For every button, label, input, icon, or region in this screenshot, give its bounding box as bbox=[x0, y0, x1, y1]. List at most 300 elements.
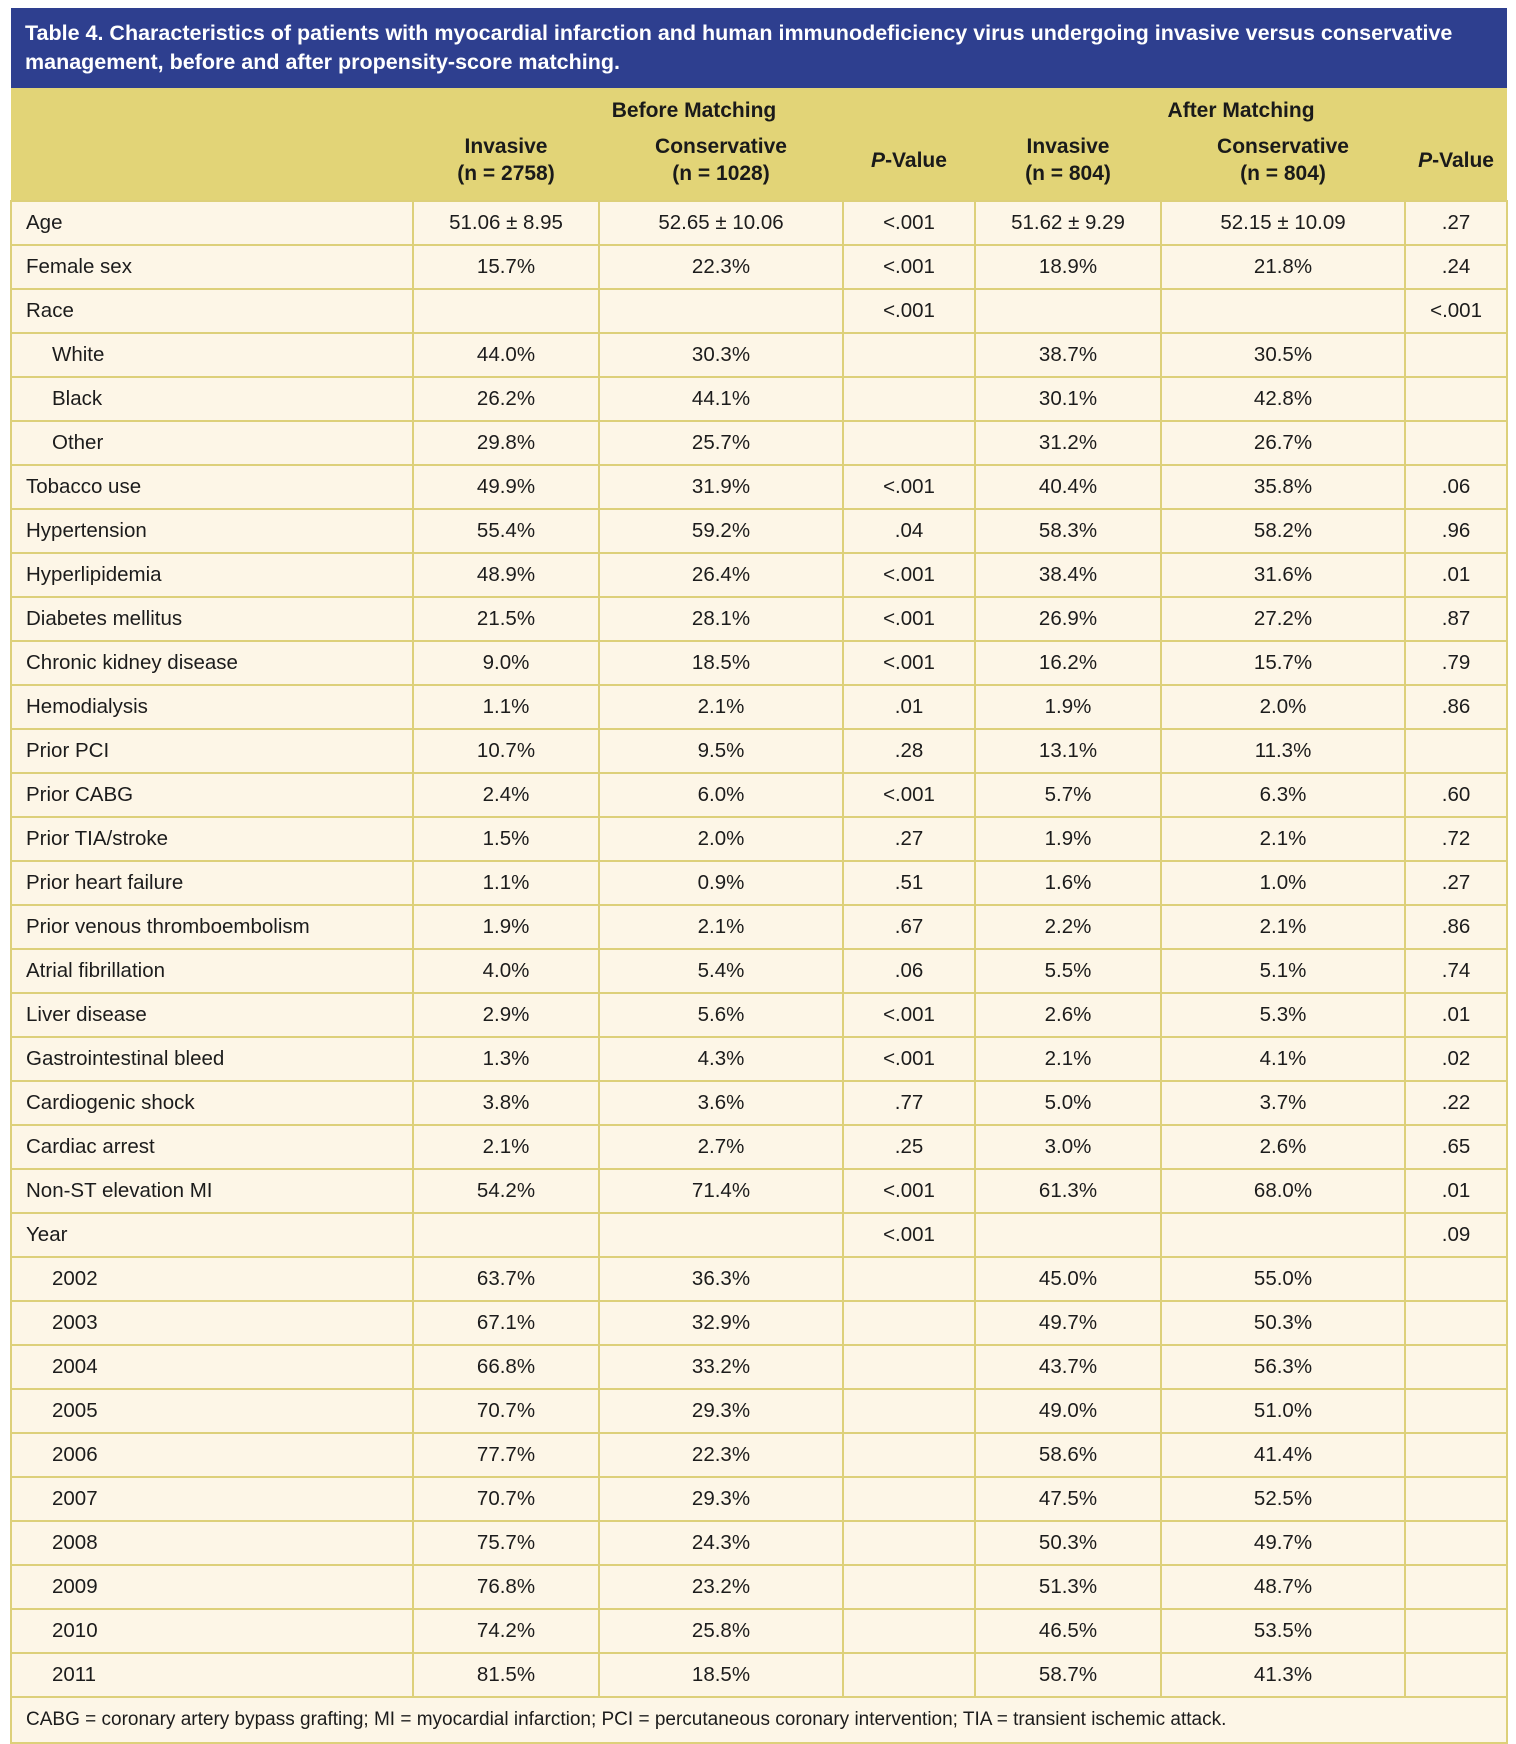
row-label: 2009 bbox=[11, 1565, 413, 1609]
table-cell: 59.2% bbox=[599, 509, 843, 553]
table-cell: 45.0% bbox=[975, 1257, 1161, 1301]
table-cell: 13.1% bbox=[975, 729, 1161, 773]
column-header-after-pvalue-italic: P bbox=[1418, 148, 1433, 172]
table-cell: 2.1% bbox=[1161, 817, 1405, 861]
column-header-after-conservative bbox=[1161, 129, 1405, 201]
table-cell: 1.5% bbox=[413, 817, 599, 861]
table-cell: 6.0% bbox=[599, 773, 843, 817]
table-cell: 70.7% bbox=[413, 1389, 599, 1433]
table-cell: .79 bbox=[1405, 641, 1507, 685]
table-footnote: CABG = coronary artery bypass grafting; MI = myocardial infarction; PCI = percutaneous coronary intervention; TIA = transient ischemic attack. bbox=[11, 1697, 1507, 1743]
table-cell: 48.9% bbox=[413, 553, 599, 597]
table-cell: .01 bbox=[1405, 553, 1507, 597]
table-row bbox=[11, 1037, 1507, 1081]
table-cell: 81.5% bbox=[413, 1653, 599, 1697]
table-cell: 5.4% bbox=[599, 949, 843, 993]
row-label: Hemodialysis bbox=[11, 685, 413, 729]
row-label: 2007 bbox=[11, 1477, 413, 1521]
table-cell: 16.2% bbox=[975, 641, 1161, 685]
table-cell: 25.8% bbox=[599, 1609, 843, 1653]
table-cell bbox=[843, 1433, 975, 1477]
table-cell: 33.2% bbox=[599, 1345, 843, 1389]
column-header-before-pvalue bbox=[843, 129, 975, 201]
row-label: 2003 bbox=[11, 1301, 413, 1345]
column-header-before-invasive-n: (n = 2758) bbox=[457, 162, 555, 186]
table-row bbox=[11, 905, 1507, 949]
table-cell: 44.1% bbox=[599, 377, 843, 421]
table-cell: 1.1% bbox=[413, 861, 599, 905]
row-label: 2006 bbox=[11, 1433, 413, 1477]
table-row bbox=[11, 685, 1507, 729]
table-cell: 18.5% bbox=[599, 1653, 843, 1697]
row-label: 2008 bbox=[11, 1521, 413, 1565]
table-cell: 9.0% bbox=[413, 641, 599, 685]
table-cell: 51.3% bbox=[975, 1565, 1161, 1609]
table-cell bbox=[1405, 1521, 1507, 1565]
table-cell: .06 bbox=[1405, 465, 1507, 509]
table-cell: 44.0% bbox=[413, 333, 599, 377]
table-cell bbox=[413, 289, 599, 333]
table-cell: 26.4% bbox=[599, 553, 843, 597]
table-cell: 2.6% bbox=[1161, 1125, 1405, 1169]
table-cell: 18.9% bbox=[975, 245, 1161, 289]
row-label: Prior heart failure bbox=[11, 861, 413, 905]
table-cell bbox=[975, 1213, 1161, 1257]
table-cell: 0.9% bbox=[599, 861, 843, 905]
table-body bbox=[11, 201, 1507, 1697]
column-header-characteristic bbox=[11, 129, 413, 201]
table-cell bbox=[1405, 1477, 1507, 1521]
table-cell: 10.7% bbox=[413, 729, 599, 773]
table-cell: 49.0% bbox=[975, 1389, 1161, 1433]
table-cell: 30.5% bbox=[1161, 333, 1405, 377]
table-cell: 49.7% bbox=[1161, 1521, 1405, 1565]
table-cell: .67 bbox=[843, 905, 975, 949]
table-cell: 1.3% bbox=[413, 1037, 599, 1081]
table-cell: .04 bbox=[843, 509, 975, 553]
row-label: Cardiogenic shock bbox=[11, 1081, 413, 1125]
table-row bbox=[11, 553, 1507, 597]
table-cell: .06 bbox=[843, 949, 975, 993]
row-label: Atrial fibrillation bbox=[11, 949, 413, 993]
table-cell bbox=[1405, 421, 1507, 465]
table-cell: 29.3% bbox=[599, 1389, 843, 1433]
table-cell: <.001 bbox=[843, 773, 975, 817]
table-cell: 2.1% bbox=[1161, 905, 1405, 949]
table-cell: .25 bbox=[843, 1125, 975, 1169]
table-row bbox=[11, 1345, 1507, 1389]
table-title-row bbox=[11, 8, 1507, 88]
table-cell: 3.8% bbox=[413, 1081, 599, 1125]
table-cell: 2.9% bbox=[413, 993, 599, 1037]
table-cell: 21.5% bbox=[413, 597, 599, 641]
column-header-after-conservative-n: (n = 804) bbox=[1240, 162, 1326, 186]
table-cell: 6.3% bbox=[1161, 773, 1405, 817]
table-cell: 23.2% bbox=[599, 1565, 843, 1609]
row-label: Age bbox=[11, 201, 413, 245]
table-cell: 58.7% bbox=[975, 1653, 1161, 1697]
row-label: Non-ST elevation MI bbox=[11, 1169, 413, 1213]
column-header-after-conservative-label: Conservative bbox=[1217, 135, 1349, 159]
table-cell: <.001 bbox=[843, 289, 975, 333]
row-label: Hypertension bbox=[11, 509, 413, 553]
row-label: Race bbox=[11, 289, 413, 333]
table-cell: 63.7% bbox=[413, 1257, 599, 1301]
table-cell: 5.7% bbox=[975, 773, 1161, 817]
table-row bbox=[11, 1389, 1507, 1433]
table-cell: 3.0% bbox=[975, 1125, 1161, 1169]
table-cell: .86 bbox=[1405, 685, 1507, 729]
group-header-after-matching: After Matching bbox=[975, 88, 1507, 129]
table-row bbox=[11, 377, 1507, 421]
table-row bbox=[11, 421, 1507, 465]
table-cell: .87 bbox=[1405, 597, 1507, 641]
table-row bbox=[11, 201, 1507, 245]
table-row bbox=[11, 1169, 1507, 1213]
table-cell: <.001 bbox=[843, 1169, 975, 1213]
table-row bbox=[11, 1433, 1507, 1477]
characteristics-table bbox=[10, 8, 1508, 1744]
table-row bbox=[11, 993, 1507, 1037]
table-cell: 58.6% bbox=[975, 1433, 1161, 1477]
table-cell: 28.1% bbox=[599, 597, 843, 641]
table-row bbox=[11, 729, 1507, 773]
table-cell bbox=[1405, 1301, 1507, 1345]
table-cell: <.001 bbox=[1405, 289, 1507, 333]
table-cell: 15.7% bbox=[413, 245, 599, 289]
table-row bbox=[11, 1301, 1507, 1345]
row-label: White bbox=[11, 333, 413, 377]
table-cell: .01 bbox=[1405, 993, 1507, 1037]
column-header-after-invasive bbox=[975, 129, 1161, 201]
table-row bbox=[11, 1213, 1507, 1257]
table-cell: 21.8% bbox=[1161, 245, 1405, 289]
table-cell bbox=[843, 1389, 975, 1433]
row-label: Tobacco use bbox=[11, 465, 413, 509]
table-row bbox=[11, 861, 1507, 905]
table-cell: 31.2% bbox=[975, 421, 1161, 465]
table-cell: 5.3% bbox=[1161, 993, 1405, 1037]
table-cell: .22 bbox=[1405, 1081, 1507, 1125]
row-label: Chronic kidney disease bbox=[11, 641, 413, 685]
table-cell bbox=[1405, 1565, 1507, 1609]
table-row bbox=[11, 641, 1507, 685]
table-cell: 3.6% bbox=[599, 1081, 843, 1125]
table-cell: 2.1% bbox=[599, 685, 843, 729]
table-cell: 71.4% bbox=[599, 1169, 843, 1213]
column-header-row bbox=[11, 129, 1507, 201]
column-header-before-pvalue-italic: P bbox=[871, 148, 886, 172]
table-cell: .60 bbox=[1405, 773, 1507, 817]
table-cell: 2.1% bbox=[975, 1037, 1161, 1081]
table-cell: .01 bbox=[1405, 1169, 1507, 1213]
table-cell: .27 bbox=[1405, 201, 1507, 245]
table-cell bbox=[1161, 289, 1405, 333]
table-cell: 3.7% bbox=[1161, 1081, 1405, 1125]
table-cell bbox=[843, 1345, 975, 1389]
row-label: Liver disease bbox=[11, 993, 413, 1037]
column-header-before-invasive bbox=[413, 129, 599, 201]
table-cell: .65 bbox=[1405, 1125, 1507, 1169]
table-cell: 68.0% bbox=[1161, 1169, 1405, 1213]
row-label: 2002 bbox=[11, 1257, 413, 1301]
table-cell: 2.0% bbox=[1161, 685, 1405, 729]
table-cell: 15.7% bbox=[1161, 641, 1405, 685]
table-row bbox=[11, 509, 1507, 553]
row-label: Year bbox=[11, 1213, 413, 1257]
row-label: Prior PCI bbox=[11, 729, 413, 773]
table-header bbox=[11, 8, 1507, 201]
table-cell: 47.5% bbox=[975, 1477, 1161, 1521]
table-cell: 2.1% bbox=[599, 905, 843, 949]
table-cell: 1.6% bbox=[975, 861, 1161, 905]
table-cell: 67.1% bbox=[413, 1301, 599, 1345]
table-cell: 5.6% bbox=[599, 993, 843, 1037]
table-cell: .01 bbox=[843, 685, 975, 729]
table-cell: 54.2% bbox=[413, 1169, 599, 1213]
table-row bbox=[11, 289, 1507, 333]
row-label: Other bbox=[11, 421, 413, 465]
table-cell: 1.9% bbox=[975, 817, 1161, 861]
table-cell: 2.4% bbox=[413, 773, 599, 817]
table-cell bbox=[1405, 729, 1507, 773]
table-cell: 1.9% bbox=[413, 905, 599, 949]
table-cell bbox=[1405, 377, 1507, 421]
table-cell: 1.9% bbox=[975, 685, 1161, 729]
table-cell: 24.3% bbox=[599, 1521, 843, 1565]
table-cell: 52.15 ± 10.09 bbox=[1161, 201, 1405, 245]
table-cell bbox=[843, 1257, 975, 1301]
table-row bbox=[11, 1565, 1507, 1609]
table-cell: 56.3% bbox=[1161, 1345, 1405, 1389]
table-cell: .09 bbox=[1405, 1213, 1507, 1257]
column-header-after-invasive-n: (n = 804) bbox=[1025, 162, 1111, 186]
table-cell: 30.1% bbox=[975, 377, 1161, 421]
table-cell: .27 bbox=[843, 817, 975, 861]
table-cell: 26.2% bbox=[413, 377, 599, 421]
table-cell bbox=[843, 1609, 975, 1653]
table-row bbox=[11, 333, 1507, 377]
table-cell: 4.0% bbox=[413, 949, 599, 993]
table-cell: 25.7% bbox=[599, 421, 843, 465]
table-cell: 2.0% bbox=[599, 817, 843, 861]
table-cell: 46.5% bbox=[975, 1609, 1161, 1653]
table-cell: 31.9% bbox=[599, 465, 843, 509]
table-cell: 50.3% bbox=[975, 1521, 1161, 1565]
table-cell bbox=[843, 333, 975, 377]
table-cell bbox=[1405, 1609, 1507, 1653]
table-cell: 40.4% bbox=[975, 465, 1161, 509]
table-row bbox=[11, 1125, 1507, 1169]
row-label: 2011 bbox=[11, 1653, 413, 1697]
table-cell: 5.0% bbox=[975, 1081, 1161, 1125]
table-cell: 50.3% bbox=[1161, 1301, 1405, 1345]
table-cell: 22.3% bbox=[599, 245, 843, 289]
table-cell: 51.0% bbox=[1161, 1389, 1405, 1433]
table-cell: 61.3% bbox=[975, 1169, 1161, 1213]
table-cell: .96 bbox=[1405, 509, 1507, 553]
table-title: Table 4. Characteristics of patients with myocardial infarction and human immunodeficiency virus undergoing invasive versus conservative management, before and after propensity-score matching. bbox=[11, 8, 1507, 88]
table-cell: 4.1% bbox=[1161, 1037, 1405, 1081]
table-cell: 43.7% bbox=[975, 1345, 1161, 1389]
table-cell bbox=[843, 1565, 975, 1609]
table-cell bbox=[975, 289, 1161, 333]
table-cell bbox=[413, 1213, 599, 1257]
table-cell: 48.7% bbox=[1161, 1565, 1405, 1609]
column-header-before-pvalue-rest: -Value bbox=[885, 148, 947, 172]
table-row bbox=[11, 1609, 1507, 1653]
table-cell: .24 bbox=[1405, 245, 1507, 289]
table-cell bbox=[599, 289, 843, 333]
table-cell: 27.2% bbox=[1161, 597, 1405, 641]
table-row bbox=[11, 1521, 1507, 1565]
row-label: Female sex bbox=[11, 245, 413, 289]
column-header-before-conservative-label: Conservative bbox=[655, 135, 787, 159]
table-cell bbox=[1405, 1345, 1507, 1389]
table-cell bbox=[1161, 1213, 1405, 1257]
table-row bbox=[11, 1081, 1507, 1125]
table-cell: 51.62 ± 9.29 bbox=[975, 201, 1161, 245]
table-cell bbox=[843, 1653, 975, 1697]
table-cell: .77 bbox=[843, 1081, 975, 1125]
table-cell: 29.3% bbox=[599, 1477, 843, 1521]
table-cell: .86 bbox=[1405, 905, 1507, 949]
table-row bbox=[11, 1477, 1507, 1521]
table-cell: .28 bbox=[843, 729, 975, 773]
table-cell: 52.65 ± 10.06 bbox=[599, 201, 843, 245]
table-cell: 9.5% bbox=[599, 729, 843, 773]
table-cell: 29.8% bbox=[413, 421, 599, 465]
table-cell: 58.3% bbox=[975, 509, 1161, 553]
table-cell bbox=[843, 1521, 975, 1565]
row-label: Prior TIA/stroke bbox=[11, 817, 413, 861]
table-cell: .51 bbox=[843, 861, 975, 905]
table-cell: 35.8% bbox=[1161, 465, 1405, 509]
table-cell: 76.8% bbox=[413, 1565, 599, 1609]
table-cell: 74.2% bbox=[413, 1609, 599, 1653]
row-label: 2005 bbox=[11, 1389, 413, 1433]
group-header-blank bbox=[11, 88, 413, 129]
table-row bbox=[11, 1653, 1507, 1697]
table-cell: 26.9% bbox=[975, 597, 1161, 641]
table-cell bbox=[843, 421, 975, 465]
table-cell: 2.1% bbox=[413, 1125, 599, 1169]
table-cell: 4.3% bbox=[599, 1037, 843, 1081]
table-cell bbox=[1405, 1433, 1507, 1477]
column-header-after-pvalue bbox=[1405, 129, 1507, 201]
table-cell: 18.5% bbox=[599, 641, 843, 685]
table-cell: 52.5% bbox=[1161, 1477, 1405, 1521]
table-cell: 1.1% bbox=[413, 685, 599, 729]
table-cell bbox=[843, 377, 975, 421]
table-row bbox=[11, 1257, 1507, 1301]
table-cell: 5.5% bbox=[975, 949, 1161, 993]
table-row bbox=[11, 949, 1507, 993]
row-label: Cardiac arrest bbox=[11, 1125, 413, 1169]
table-cell: <.001 bbox=[843, 597, 975, 641]
table-cell: 38.4% bbox=[975, 553, 1161, 597]
table-cell: <.001 bbox=[843, 201, 975, 245]
table-cell: 38.7% bbox=[975, 333, 1161, 377]
group-header-row bbox=[11, 88, 1507, 129]
table-cell: .27 bbox=[1405, 861, 1507, 905]
table-cell: 2.7% bbox=[599, 1125, 843, 1169]
table-cell: <.001 bbox=[843, 553, 975, 597]
table-cell bbox=[843, 1301, 975, 1345]
column-header-before-conservative bbox=[599, 129, 843, 201]
table-cell: 77.7% bbox=[413, 1433, 599, 1477]
table-cell: 53.5% bbox=[1161, 1609, 1405, 1653]
table-cell: <.001 bbox=[843, 1037, 975, 1081]
column-header-before-invasive-label: Invasive bbox=[464, 135, 548, 159]
table-cell: 55.4% bbox=[413, 509, 599, 553]
table-cell bbox=[1405, 333, 1507, 377]
table-cell bbox=[1405, 1653, 1507, 1697]
table-cell: 75.7% bbox=[413, 1521, 599, 1565]
row-label: Prior CABG bbox=[11, 773, 413, 817]
column-header-after-pvalue-rest: -Value bbox=[1432, 148, 1494, 172]
table-cell: 41.3% bbox=[1161, 1653, 1405, 1697]
table-cell bbox=[599, 1213, 843, 1257]
table-cell: 22.3% bbox=[599, 1433, 843, 1477]
table-cell bbox=[1405, 1257, 1507, 1301]
table-row bbox=[11, 817, 1507, 861]
row-label: Prior venous thromboembolism bbox=[11, 905, 413, 949]
table-cell: 51.06 ± 8.95 bbox=[413, 201, 599, 245]
table-cell: 1.0% bbox=[1161, 861, 1405, 905]
table-cell: 5.1% bbox=[1161, 949, 1405, 993]
table-row bbox=[11, 465, 1507, 509]
column-header-after-invasive-label: Invasive bbox=[1026, 135, 1110, 159]
table-cell: 11.3% bbox=[1161, 729, 1405, 773]
row-label: Hyperlipidemia bbox=[11, 553, 413, 597]
table-cell: 70.7% bbox=[413, 1477, 599, 1521]
table-row bbox=[11, 245, 1507, 289]
table-cell: 2.2% bbox=[975, 905, 1161, 949]
table-cell: 2.6% bbox=[975, 993, 1161, 1037]
table-cell: <.001 bbox=[843, 1213, 975, 1257]
table-cell: 32.9% bbox=[599, 1301, 843, 1345]
row-label: 2004 bbox=[11, 1345, 413, 1389]
table-cell: 30.3% bbox=[599, 333, 843, 377]
table-cell: 49.7% bbox=[975, 1301, 1161, 1345]
table-cell: .02 bbox=[1405, 1037, 1507, 1081]
table-cell: 42.8% bbox=[1161, 377, 1405, 421]
row-label: Diabetes mellitus bbox=[11, 597, 413, 641]
table-cell: 66.8% bbox=[413, 1345, 599, 1389]
table-cell: 26.7% bbox=[1161, 421, 1405, 465]
table-cell bbox=[843, 1477, 975, 1521]
table-cell: 41.4% bbox=[1161, 1433, 1405, 1477]
table-cell: <.001 bbox=[843, 641, 975, 685]
row-label: 2010 bbox=[11, 1609, 413, 1653]
table-cell: <.001 bbox=[843, 245, 975, 289]
table-cell: <.001 bbox=[843, 465, 975, 509]
table-cell bbox=[1405, 1389, 1507, 1433]
group-header-before-matching: Before Matching bbox=[413, 88, 975, 129]
table-row bbox=[11, 597, 1507, 641]
table-cell: <.001 bbox=[843, 993, 975, 1037]
table-cell: .74 bbox=[1405, 949, 1507, 993]
table-cell: 55.0% bbox=[1161, 1257, 1405, 1301]
row-label: Gastrointestinal bleed bbox=[11, 1037, 413, 1081]
table-row bbox=[11, 773, 1507, 817]
row-label: Black bbox=[11, 377, 413, 421]
column-header-before-conservative-n: (n = 1028) bbox=[672, 162, 770, 186]
table-cell: 58.2% bbox=[1161, 509, 1405, 553]
table-cell: 36.3% bbox=[599, 1257, 843, 1301]
table-cell: 31.6% bbox=[1161, 553, 1405, 597]
